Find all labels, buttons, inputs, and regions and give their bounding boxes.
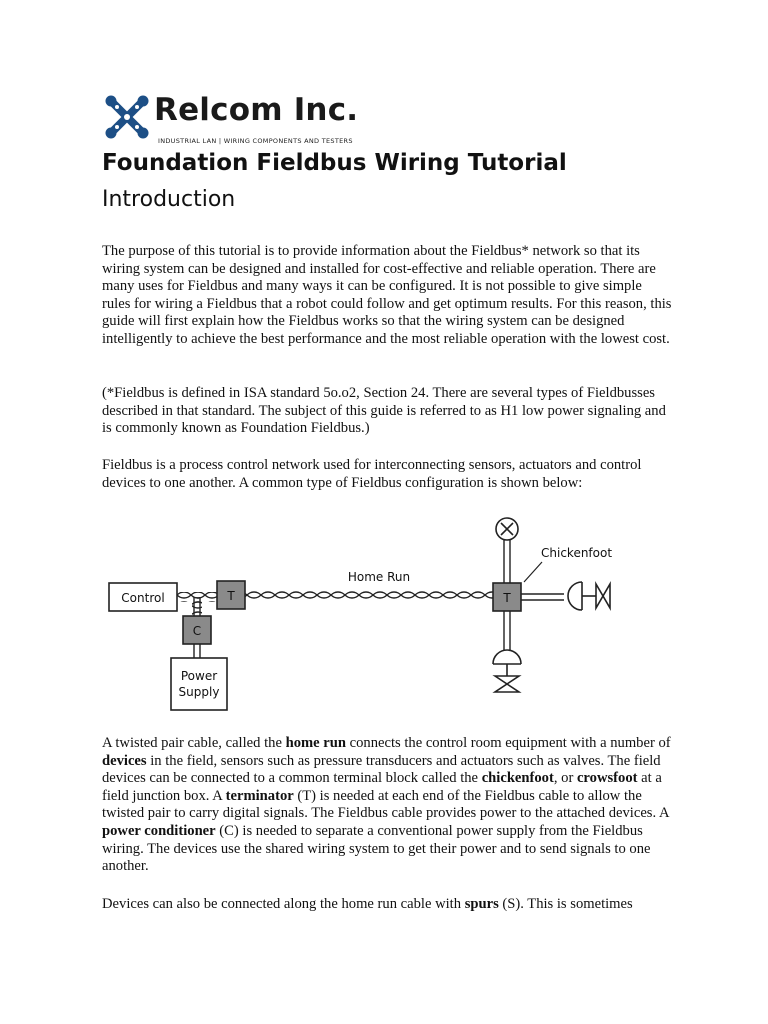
intro-paragraph: The purpose of this tutorial is to provide information about the Fieldbus* network so that its wiring system can be designed and installed for cost-effective and reliable operation. There are many uses for Fieldbus and many ways it can be configured. It is not possible to give simple rules for wiring a Fieldbus that a robot could follow and get optimum results. For this reason, this guide will first explain how the Fieldbus works so that the wiring system can be designed intelligently to achieve the best performance and the most reliable operation with the lowest cost.: [102, 243, 672, 347]
page-title: Foundation Fieldbus Wiring Tutorial: [102, 150, 567, 176]
home-run-cable: [245, 591, 493, 601]
power-supply-line2: Supply: [178, 685, 220, 699]
relcom-x-logo-icon: [104, 94, 150, 140]
company-name: Relcom Inc.: [154, 92, 359, 128]
footnote-paragraph: (*Fieldbus is defined in ISA standard 5o.o2, Section 24. There are several types of Fieldbusses described in that standard. The subject of this guide is referred to as H1 low power signaling and is commonly known as Foundation Fieldbus.): [102, 385, 666, 437]
fieldbus-diagram: [100, 510, 660, 730]
conditioner-label: C: [192, 624, 202, 638]
power-supply-line1: Power: [180, 669, 218, 683]
chickenfoot-pointer: [524, 562, 542, 582]
control-label: Control: [121, 591, 165, 605]
spurs-paragraph: Devices can also be connected along the home run cable with spurs (S). This is sometimes: [102, 896, 633, 912]
fieldbus-paragraph: Fieldbus is a process control network used for interconnecting sensors, actuators and control devices to one another. A common type of Fieldbus configuration is shown below:: [102, 457, 642, 491]
terminator-right-label: T: [503, 591, 511, 605]
power-supply-box: [171, 658, 227, 710]
indicator-device-icon: [496, 518, 518, 540]
twisted-pair-paragraph: A twisted pair cable, called the home run connects the control room equipment with a number of devices in the field, sensors such as pressure transducers and actuators such as valves. The field devices can be connected to a common terminal block called the chickenfoot, or crowsfoot at a field junction box. A terminator (T) is needed at each end of the Fieldbus cable to allow the twisted pair to carry digital signals. The Fieldbus cable provides power to the attached devices. A power conditioner (C) is needed to separate a conventional power supply from the Fieldbus wiring. The devices use the shared wiring system to get their power and to send signals to one another.: [102, 735, 671, 875]
company-tagline: INDUSTRIAL LAN | WIRING COMPONENTS AND TESTERS: [158, 137, 353, 145]
valve-actuator-right-icon: [568, 582, 610, 610]
terminator-left-label: T: [227, 589, 235, 603]
company-logo: [104, 94, 404, 150]
valve-actuator-bottom-icon: [493, 650, 521, 692]
section-heading: Introduction: [102, 187, 236, 212]
chickenfoot-label: Chickenfoot: [541, 546, 613, 560]
home-run-label: Home Run: [347, 570, 411, 584]
